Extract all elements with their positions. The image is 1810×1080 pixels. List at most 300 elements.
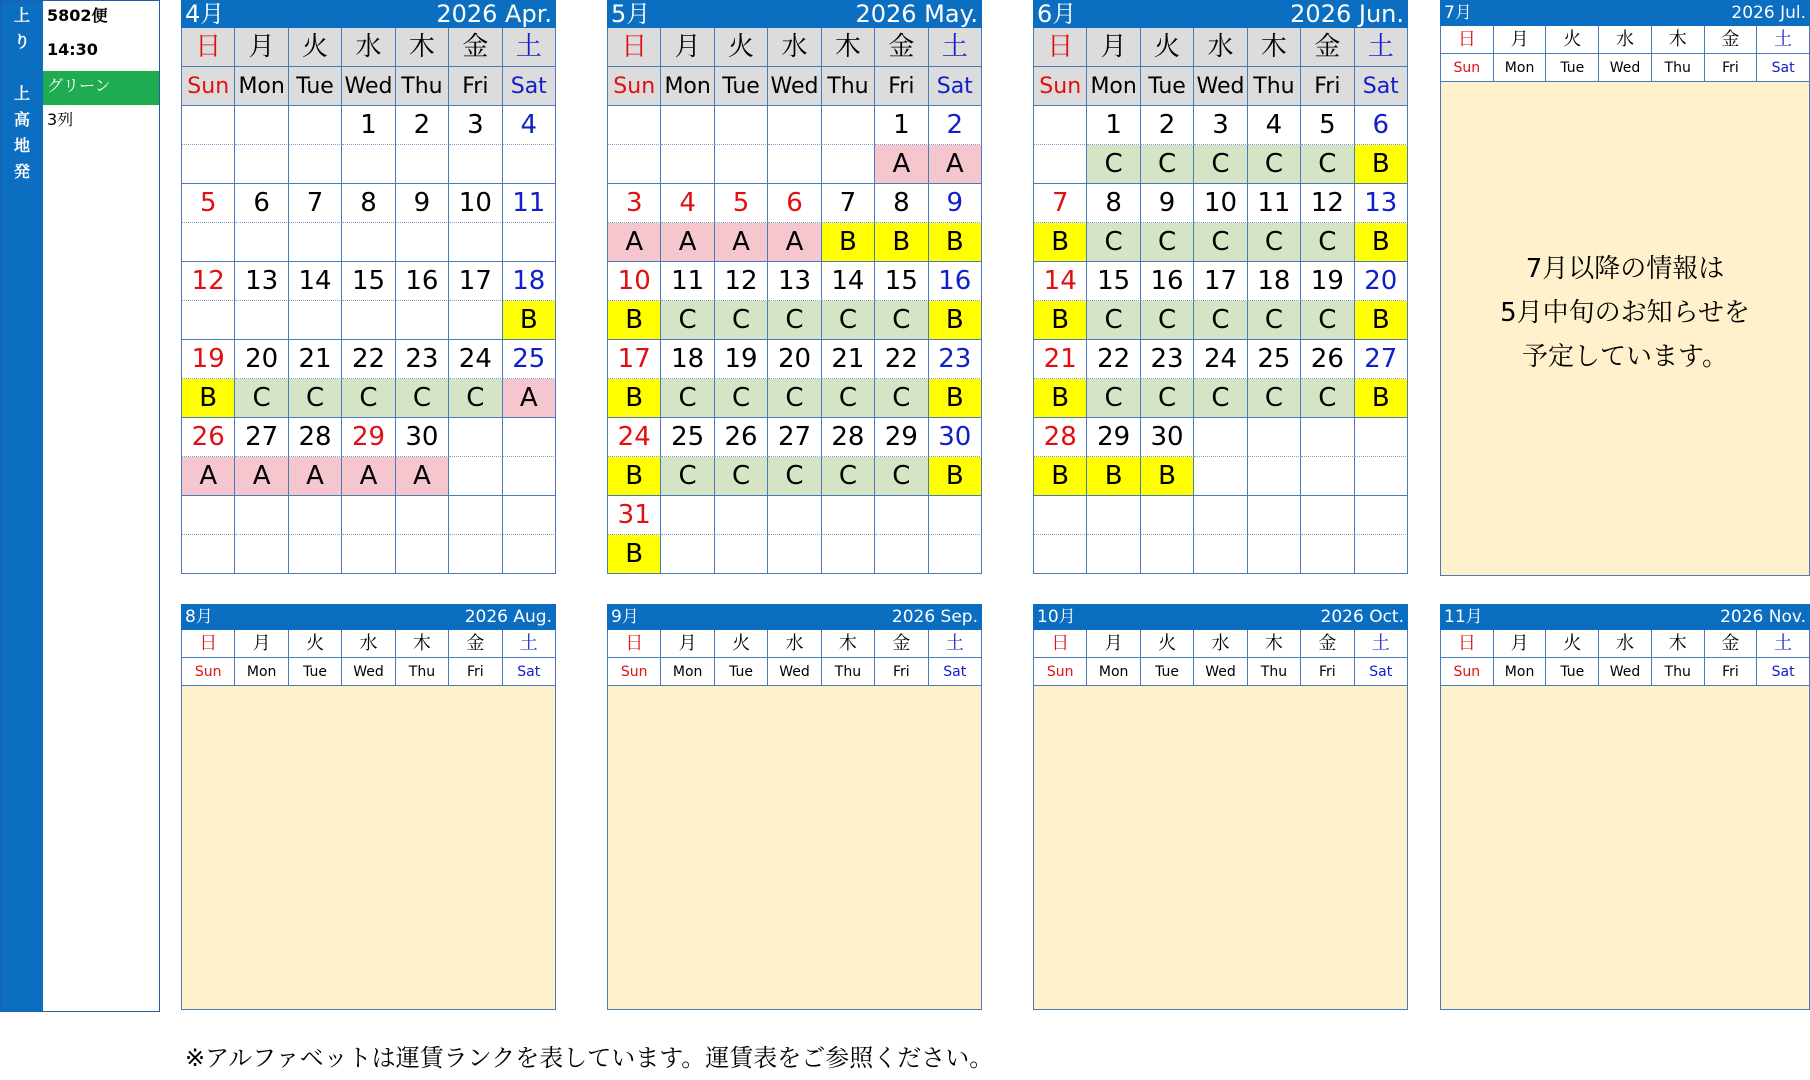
- seat-layout: 3列: [47, 110, 74, 129]
- fare-rank-cell: B: [929, 223, 982, 262]
- direction-char: り: [13, 32, 30, 51]
- fare-rank-cell: C: [1248, 379, 1301, 418]
- day-number-cell: 20: [768, 340, 821, 379]
- fare-rank-cell: C: [715, 301, 768, 340]
- day-number-cell: 3: [1194, 106, 1247, 145]
- fare-rank-cell: C: [1301, 301, 1354, 340]
- day-number-cell: 6: [1355, 106, 1408, 145]
- weekday-header-en: [181, 658, 556, 686]
- fare-rank-cell: [449, 223, 502, 262]
- day-number-cell: [822, 106, 875, 145]
- day-number-cell: 1: [342, 106, 395, 145]
- day-number-cell: [929, 496, 982, 535]
- day-number-cell: [289, 496, 342, 535]
- fare-rank-cell: B: [1355, 379, 1408, 418]
- weekday-jp-cell: 土: [929, 630, 982, 658]
- month-label-en: 2026 May.: [855, 0, 978, 28]
- weekday-en-cell: Tue: [1546, 658, 1599, 686]
- fare-rank-cell: [503, 535, 556, 574]
- day-number-cell: 11: [1248, 184, 1301, 223]
- day-number-cell: [1034, 106, 1087, 145]
- month-label-en: 2026 Jul.: [1731, 3, 1806, 23]
- fare-rank-cell: [1355, 457, 1408, 496]
- fare-rank-cell: C: [1194, 379, 1247, 418]
- weekday-jp-cell: 水: [768, 630, 821, 658]
- fare-rank-cell: B: [1034, 457, 1087, 496]
- day-number-cell: 11: [503, 184, 556, 223]
- day-number-cell: [1248, 496, 1301, 535]
- day-number-cell: 30: [396, 418, 449, 457]
- fare-rank-cell: C: [1301, 145, 1354, 184]
- fare-rank-cell: [449, 145, 502, 184]
- day-number-cell: 2: [396, 106, 449, 145]
- weekday-jp-cell: 土: [1757, 630, 1810, 658]
- fare-rank-cell: [503, 145, 556, 184]
- no-info-panel: [1440, 82, 1810, 576]
- weekday-en-cell: Sun: [608, 67, 661, 106]
- fare-rank-cell: B: [608, 379, 661, 418]
- fare-rank-cell: C: [875, 301, 928, 340]
- fare-rank-cell: A: [661, 223, 714, 262]
- no-info-panel: [1033, 686, 1408, 1010]
- fare-rank-cell: B: [1355, 145, 1408, 184]
- schedule-notice-line: 5月中旬のお知らせを: [1500, 298, 1750, 328]
- weekday-en-cell: Mon: [1087, 658, 1140, 686]
- weekday-en-cell: Thu: [396, 658, 449, 686]
- fare-rank-cell: C: [1194, 145, 1247, 184]
- weekday-en-cell: Sun: [1034, 67, 1087, 106]
- fare-rank-cell: [1034, 145, 1087, 184]
- fare-rank-cell: C: [235, 379, 288, 418]
- month-header: [1440, 0, 1810, 26]
- weekday-jp-cell: 水: [342, 28, 395, 67]
- day-number-cell: 12: [1301, 184, 1354, 223]
- day-number-cell: 23: [396, 340, 449, 379]
- fare-rank-cell: [768, 145, 821, 184]
- fare-rank-cell: [235, 145, 288, 184]
- fare-rank-cell: C: [396, 379, 449, 418]
- weekday-jp-cell: 火: [1141, 28, 1194, 67]
- no-info-panel: [1440, 686, 1810, 1010]
- fare-rank-cell: C: [661, 379, 714, 418]
- day-number-cell: 6: [235, 184, 288, 223]
- day-number-cell: [768, 496, 821, 535]
- weekday-jp-cell: 月: [1087, 630, 1140, 658]
- month-label-jp: 11月: [1444, 607, 1483, 627]
- fare-rank-cell: C: [822, 301, 875, 340]
- fare-rank-cell: [768, 535, 821, 574]
- weekday-en-cell: Thu: [822, 658, 875, 686]
- day-number-cell: 10: [449, 184, 502, 223]
- fare-rank-cell: [235, 301, 288, 340]
- fare-rank-cell: C: [1087, 223, 1140, 262]
- weekday-jp-cell: 日: [1034, 28, 1087, 67]
- day-number-cell: 15: [342, 262, 395, 301]
- day-number-cell: [449, 496, 502, 535]
- day-number-cell: 17: [449, 262, 502, 301]
- fare-rank-cell: C: [1194, 223, 1247, 262]
- fare-rank-cell: B: [608, 301, 661, 340]
- weekday-jp-cell: 木: [1248, 28, 1301, 67]
- day-number-cell: 22: [1087, 340, 1140, 379]
- fare-rank-cell: [182, 301, 235, 340]
- day-number-cell: 11: [661, 262, 714, 301]
- fare-rank-cell: A: [715, 223, 768, 262]
- fare-rank-cell: C: [1087, 379, 1140, 418]
- fare-rank-cell: [1087, 535, 1140, 574]
- fare-rank-cell: B: [1355, 301, 1408, 340]
- days-grid: [181, 106, 556, 574]
- day-number-cell: 7: [1034, 184, 1087, 223]
- fare-rank-cell: A: [396, 457, 449, 496]
- fare-rank-cell: [1355, 535, 1408, 574]
- day-number-cell: [235, 496, 288, 535]
- day-number-cell: [661, 496, 714, 535]
- weekday-header-en: [1440, 54, 1810, 82]
- fare-rank-cell: C: [661, 457, 714, 496]
- month-header: [181, 604, 556, 630]
- day-number-cell: [1141, 496, 1194, 535]
- day-number-cell: 18: [503, 262, 556, 301]
- weekday-en-cell: Mon: [661, 658, 714, 686]
- day-number-cell: 10: [608, 262, 661, 301]
- day-number-cell: [1355, 418, 1408, 457]
- weekday-en-cell: Tue: [1546, 54, 1599, 82]
- weekday-jp-cell: 水: [1194, 630, 1247, 658]
- fare-rank-cell: C: [768, 301, 821, 340]
- fare-rank-cell: C: [822, 379, 875, 418]
- month-calendar-july: [1440, 0, 1810, 576]
- weekday-jp-cell: 月: [235, 28, 288, 67]
- no-info-panel: [607, 686, 982, 1010]
- day-number-cell: 17: [608, 340, 661, 379]
- month-calendar-october: [1033, 604, 1408, 1010]
- fare-rank-cell: C: [715, 379, 768, 418]
- day-number-cell: 17: [1194, 262, 1247, 301]
- month-calendar-august: [181, 604, 556, 1010]
- day-number-cell: 29: [342, 418, 395, 457]
- day-number-cell: 3: [449, 106, 502, 145]
- fare-rank-cell: B: [608, 535, 661, 574]
- weekday-en-cell: Thu: [822, 67, 875, 106]
- weekday-en-cell: Thu: [1248, 67, 1301, 106]
- weekday-header-jp: [607, 28, 982, 67]
- fare-rank-cell: [503, 457, 556, 496]
- month-label-jp: 10月: [1037, 607, 1076, 627]
- fare-rank-cell: [342, 223, 395, 262]
- fare-rank-cell: C: [289, 379, 342, 418]
- day-number-cell: 12: [182, 262, 235, 301]
- day-number-cell: 24: [1194, 340, 1247, 379]
- day-number-cell: 18: [1248, 262, 1301, 301]
- fare-rank-cell: A: [342, 457, 395, 496]
- day-number-cell: 23: [1141, 340, 1194, 379]
- weekday-header-en: [1033, 658, 1408, 686]
- fare-rank-cell: A: [875, 145, 928, 184]
- day-number-cell: 3: [608, 184, 661, 223]
- weekday-jp-cell: 木: [396, 28, 449, 67]
- weekday-jp-cell: 月: [1494, 630, 1547, 658]
- weekday-en-cell: Mon: [1494, 658, 1547, 686]
- day-number-cell: 2: [929, 106, 982, 145]
- weekday-jp-cell: 日: [1034, 630, 1087, 658]
- weekday-jp-cell: 金: [1705, 630, 1758, 658]
- weekday-header-jp: [607, 630, 982, 658]
- fare-rank-cell: A: [768, 223, 821, 262]
- weekday-jp-cell: 火: [715, 28, 768, 67]
- weekday-header-en: [607, 67, 982, 106]
- day-number-cell: [661, 106, 714, 145]
- weekday-en-cell: Sun: [1441, 54, 1494, 82]
- origin-char: 上: [13, 84, 30, 103]
- weekday-en-cell: Fri: [1301, 658, 1354, 686]
- day-number-cell: 5: [715, 184, 768, 223]
- weekday-jp-cell: 土: [1757, 26, 1810, 54]
- days-grid: [1033, 106, 1408, 574]
- departure-time: 14:30: [47, 40, 98, 59]
- direction-label: [1, 3, 43, 55]
- fare-rank-cell: B: [929, 301, 982, 340]
- month-calendar-june: [1033, 0, 1408, 574]
- fare-rank-cell: C: [768, 379, 821, 418]
- month-header: [1033, 604, 1408, 630]
- day-number-cell: 2: [1141, 106, 1194, 145]
- day-number-cell: 19: [182, 340, 235, 379]
- fare-rank-cell: B: [929, 379, 982, 418]
- weekday-en-cell: Tue: [289, 658, 342, 686]
- weekday-jp-cell: 木: [1652, 26, 1705, 54]
- day-number-cell: 25: [1248, 340, 1301, 379]
- origin-char: 発: [13, 162, 30, 181]
- schedule-notice-line: 7月以降の情報は: [1525, 254, 1725, 284]
- fare-rank-cell: [1248, 535, 1301, 574]
- weekday-jp-cell: 日: [608, 630, 661, 658]
- weekday-jp-cell: 土: [1355, 630, 1408, 658]
- fare-rank-cell: C: [1194, 301, 1247, 340]
- day-number-cell: [1355, 496, 1408, 535]
- month-label-jp: 4月: [185, 0, 225, 28]
- weekday-en-cell: Sun: [608, 658, 661, 686]
- day-number-cell: [768, 106, 821, 145]
- direction-char: 上: [13, 6, 30, 25]
- day-number-cell: [1248, 418, 1301, 457]
- fare-rank-cell: [342, 535, 395, 574]
- weekday-en-cell: Tue: [715, 658, 768, 686]
- day-number-cell: 30: [929, 418, 982, 457]
- fare-rank-cell: B: [1034, 379, 1087, 418]
- day-number-cell: 4: [503, 106, 556, 145]
- weekday-en-cell: Sun: [182, 658, 235, 686]
- fare-rank-cell: [1194, 535, 1247, 574]
- fare-rank-cell: [289, 535, 342, 574]
- weekday-en-cell: Thu: [1248, 658, 1301, 686]
- weekday-en-cell: Sat: [929, 658, 982, 686]
- weekday-jp-cell: 水: [1599, 630, 1652, 658]
- weekday-jp-cell: 金: [449, 630, 502, 658]
- fare-rank-cell: [661, 145, 714, 184]
- day-number-cell: 8: [1087, 184, 1140, 223]
- weekday-en-cell: Sat: [929, 67, 982, 106]
- fare-rank-cell: C: [449, 379, 502, 418]
- weekday-en-cell: Mon: [1087, 67, 1140, 106]
- weekday-jp-cell: 金: [449, 28, 502, 67]
- weekday-en-cell: Wed: [1194, 67, 1247, 106]
- weekday-jp-cell: 木: [1652, 630, 1705, 658]
- month-calendar-november: [1440, 604, 1810, 1010]
- weekday-header-en: [181, 67, 556, 106]
- fare-rank-cell: [1034, 535, 1087, 574]
- day-number-cell: 21: [1034, 340, 1087, 379]
- day-number-cell: 13: [235, 262, 288, 301]
- weekday-en-cell: Sat: [1757, 54, 1810, 82]
- weekday-en-cell: Sun: [1034, 658, 1087, 686]
- fare-rank-cell: [503, 223, 556, 262]
- day-number-cell: [1301, 418, 1354, 457]
- day-number-cell: 16: [396, 262, 449, 301]
- day-number-cell: [1034, 496, 1087, 535]
- day-number-cell: 9: [396, 184, 449, 223]
- weekday-jp-cell: 火: [1546, 26, 1599, 54]
- weekday-jp-cell: 火: [1546, 630, 1599, 658]
- fare-rank-cell: C: [715, 457, 768, 496]
- schedule-notice-line: 予定しています。: [1522, 342, 1728, 372]
- fare-rank-cell: [289, 301, 342, 340]
- weekday-header-en: [1440, 658, 1810, 686]
- fare-rank-cell: [661, 535, 714, 574]
- day-number-cell: 14: [1034, 262, 1087, 301]
- day-number-cell: [1087, 496, 1140, 535]
- weekday-en-cell: Sat: [503, 658, 556, 686]
- day-number-cell: 14: [822, 262, 875, 301]
- weekday-jp-cell: 木: [822, 630, 875, 658]
- weekday-header-jp: [181, 630, 556, 658]
- fare-rank-cell: [342, 301, 395, 340]
- weekday-en-cell: Wed: [768, 67, 821, 106]
- day-number-cell: [449, 418, 502, 457]
- weekday-jp-cell: 金: [875, 630, 928, 658]
- weekday-jp-cell: 土: [503, 630, 556, 658]
- day-number-cell: 22: [342, 340, 395, 379]
- day-number-cell: [715, 496, 768, 535]
- weekday-jp-cell: 火: [715, 630, 768, 658]
- fare-rank-cell: C: [1087, 301, 1140, 340]
- weekday-jp-cell: 火: [1141, 630, 1194, 658]
- fare-rank-cell: [235, 223, 288, 262]
- day-number-cell: [503, 496, 556, 535]
- day-number-cell: [289, 106, 342, 145]
- weekday-en-cell: Tue: [289, 67, 342, 106]
- weekday-en-cell: Sun: [182, 67, 235, 106]
- weekday-en-cell: Fri: [449, 67, 502, 106]
- weekday-jp-cell: 土: [1355, 28, 1408, 67]
- day-number-cell: 28: [822, 418, 875, 457]
- fare-rank-cell: B: [1034, 223, 1087, 262]
- no-info-panel: [181, 686, 556, 1010]
- weekday-jp-cell: 金: [1301, 28, 1354, 67]
- day-number-cell: 1: [1087, 106, 1140, 145]
- month-header: [1440, 604, 1810, 630]
- day-number-cell: 25: [503, 340, 556, 379]
- fare-rank-cell: C: [1301, 379, 1354, 418]
- fare-rank-cell: C: [1248, 145, 1301, 184]
- fare-rank-cell: B: [875, 223, 928, 262]
- fare-rank-cell: B: [822, 223, 875, 262]
- weekday-jp-cell: 火: [289, 28, 342, 67]
- weekday-jp-cell: 月: [661, 630, 714, 658]
- weekday-en-cell: Wed: [342, 67, 395, 106]
- route-info-panel: [0, 0, 160, 1012]
- fare-rank-cell: [182, 145, 235, 184]
- day-number-cell: 27: [235, 418, 288, 457]
- month-label-en: 2026 Jun.: [1290, 0, 1404, 28]
- flight-number: 5802便: [47, 6, 108, 25]
- day-number-cell: [1194, 496, 1247, 535]
- weekday-jp-cell: 木: [396, 630, 449, 658]
- weekday-jp-cell: 土: [503, 28, 556, 67]
- fare-rank-cell: [449, 457, 502, 496]
- day-number-cell: 16: [929, 262, 982, 301]
- day-number-cell: 25: [661, 418, 714, 457]
- fare-rank-cell: B: [1355, 223, 1408, 262]
- fare-rank-cell: C: [1141, 301, 1194, 340]
- day-number-cell: [1194, 418, 1247, 457]
- fare-rank-cell: C: [1087, 145, 1140, 184]
- fare-rank-cell: C: [1248, 223, 1301, 262]
- fare-rank-cell: [715, 145, 768, 184]
- weekday-jp-cell: 金: [875, 28, 928, 67]
- weekday-en-cell: Thu: [1652, 658, 1705, 686]
- month-header: [607, 0, 982, 28]
- fare-rank-cell: [715, 535, 768, 574]
- day-number-cell: 29: [875, 418, 928, 457]
- day-number-cell: [715, 106, 768, 145]
- weekday-en-cell: Thu: [1652, 54, 1705, 82]
- day-number-cell: 19: [1301, 262, 1354, 301]
- fare-rank-cell: C: [1141, 145, 1194, 184]
- day-number-cell: 19: [715, 340, 768, 379]
- fare-rank-cell: [342, 145, 395, 184]
- day-number-cell: 1: [875, 106, 928, 145]
- day-number-cell: 15: [875, 262, 928, 301]
- day-number-cell: 21: [822, 340, 875, 379]
- weekday-jp-cell: 月: [235, 630, 288, 658]
- fare-rank-cell: A: [182, 457, 235, 496]
- day-number-cell: 29: [1087, 418, 1140, 457]
- day-number-cell: [235, 106, 288, 145]
- fare-rank-cell: [396, 535, 449, 574]
- day-number-cell: [396, 496, 449, 535]
- fare-rank-cell: [822, 535, 875, 574]
- fare-rank-cell: [396, 223, 449, 262]
- day-number-cell: 15: [1087, 262, 1140, 301]
- fare-rank-cell: [289, 223, 342, 262]
- month-label-jp: 7月: [1444, 3, 1472, 23]
- weekday-en-cell: Tue: [715, 67, 768, 106]
- weekday-header-jp: [181, 28, 556, 67]
- fare-rank-cell: B: [608, 457, 661, 496]
- weekday-jp-cell: 日: [1441, 26, 1494, 54]
- day-number-cell: [1301, 496, 1354, 535]
- fare-rank-cell: [1301, 535, 1354, 574]
- weekday-jp-cell: 水: [768, 28, 821, 67]
- day-number-cell: [875, 496, 928, 535]
- weekday-jp-cell: 金: [1301, 630, 1354, 658]
- month-label-jp: 8月: [185, 607, 213, 627]
- fare-rank-cell: A: [929, 145, 982, 184]
- day-number-cell: 26: [182, 418, 235, 457]
- weekday-jp-cell: 日: [608, 28, 661, 67]
- weekday-header-jp: [1033, 630, 1408, 658]
